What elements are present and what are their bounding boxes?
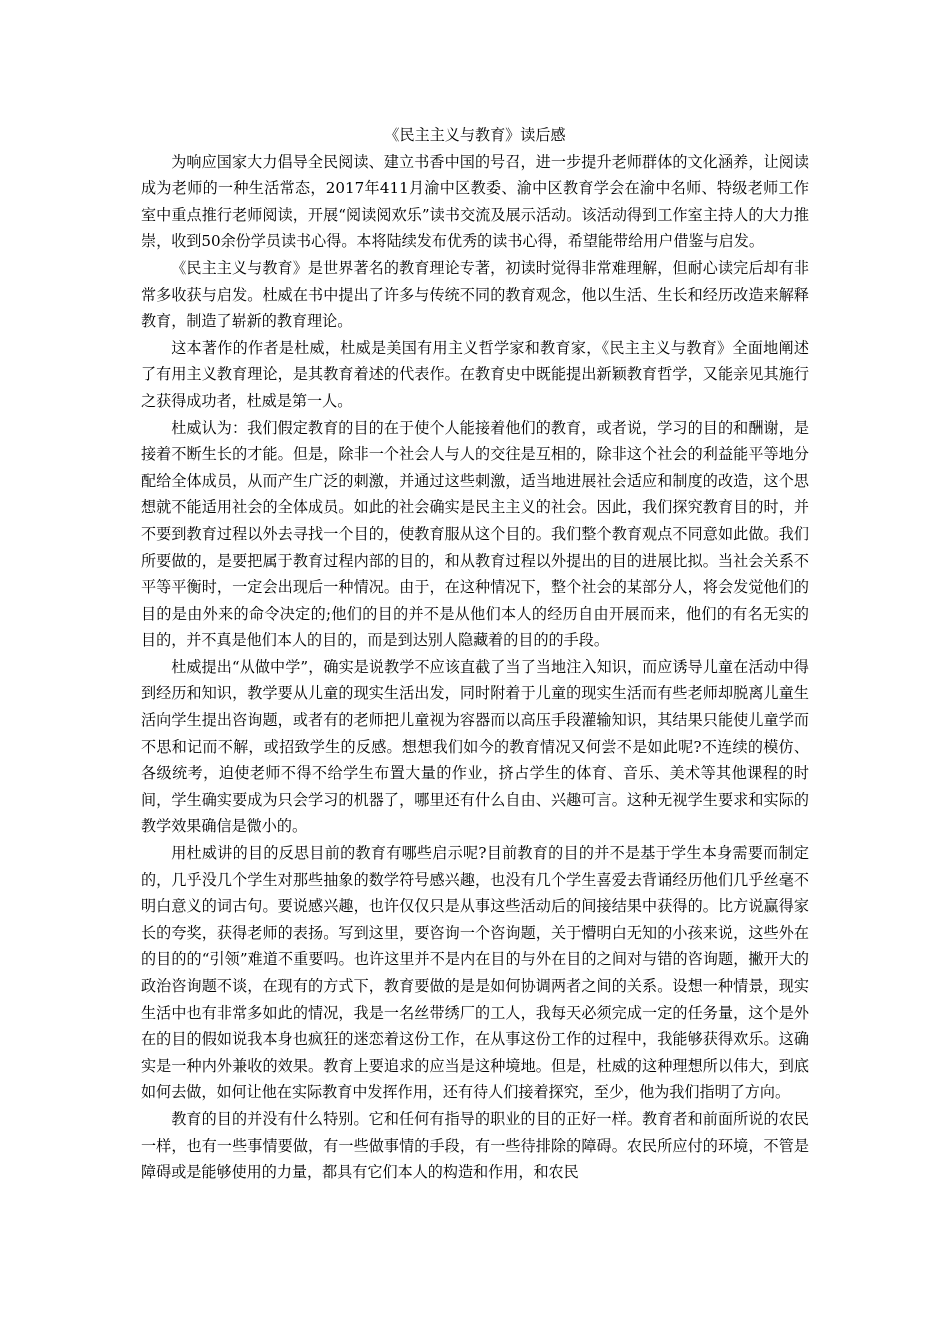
document-page bbox=[141, 122, 809, 1186]
paragraph-intro: 为响应国家大力倡导全民阅读、建立书香中国的号召，进一步提升老师群体的文化涵养，让阅读成为老师的一种生活常态，2017年411月渝中区教委、渝中区教育学会在渝中名师、特级老师工作室中重点推行老师阅读，开展“阅读阅欢乐”读书交流及展示活动。该活动得到工作室主持人的大力推崇，收到50余份学员读书心得。本将陆续发布优秀的读书心得，希望能带给用户借鉴与启发。 bbox=[141, 152, 809, 251]
paragraph-education-aim: 杜威认为：我们假定教育的目的在于使个人能接着他们的教育，或者说，学习的目的和酬谢，是接着不断生长的才能。但是，除非一个社会人与人的交往是互相的，除非这个社会的利益能平等地分配给全体成员，从而产生广泛的刺激，并通过这些刺激，适当地进展社会适应和制度的改造，这个思想就不能适用社会的全体成员。如此的社会确实是民主主义的社会。因此，我们探究教育目的时，并不要到教育过程以外去寻找一个目的，使教育服从这个目的。我们整个教育观点不同意如此做。我们所要做的，是要把属于教育过程内部的目的，和从教育过程以外提出的目的进展比拟。当社会关系不平等平衡时，一定会出现后一种情况。由于，在这种情况下，整个社会的某部分人，将会发觉他们的目的是由外来的命令决定的;他们的目的并不是从他们本人的经历自由开展而来，他们的有名无实的目的，并不真是他们本人的目的，而是到达别人隐藏着的目的的手段。 bbox=[141, 418, 809, 650]
paragraph-conclusion: 教育的目的并没有什么特别。它和任何有指导的职业的目的正好一样。教育者和前面所说的农民一样，也有一些事情要做，有一些做事情的手段，有一些待排除的障碍。农民所应付的环境，不管是障碍或是能够使用的力量，都具有它们本人的构造和作用，和农民 bbox=[141, 1109, 809, 1182]
paragraph-reflection: 用杜威讲的目的反思目前的教育有哪些启示呢?目前教育的目的并不是基于学生本身需要而制定的，几乎没几个学生对那些抽象的数学符号感兴趣，也没有几个学生喜爱去背诵经历他们几乎丝毫不明白意义的词古句。要说感兴趣，也许仅仅只是从事这些活动后的间接结果中获得的。比方说赢得家长的夸奖，获得老师的表扬。写到这里，要咨询一个咨询题，关于懵明白无知的小孩来说，这些外在的目的的“引领”难道不重要吗。也许这里并不是内在目的与外在目的之间对与错的咨询题，撇开大的政治咨询题不谈，在现有的方式下，教育要做的是是如何协调两者之间的关系。设想一种情景，现实生活中也有非常多如此的情况，我是一名丝带绣厂的工人，我每天必须完成一定的任务量，这个是外在的目的假如说我本身也疯狂的迷恋着这份工作，在从事这份工作的过程中，我能够获得欢乐。这确实是一种内外兼收的效果。教育上要追求的应当是这种境地。但是，杜威的这种理想所以伟大，到底如何去做，如何让他在实际教育中发挥作用，还有待人们接着探究，至少，他为我们指明了方向。 bbox=[141, 844, 809, 1102]
document-title: 《民主主义与教育》读后感 bbox=[384, 126, 566, 144]
paragraph-overview: 《民主主义与教育》是世界著名的教育理论专著，初读时觉得非常难理解，但耐心读完后却有非常多收获与启发。杜威在书中提出了许多与传统不同的教育观念，他以生活、生长和经历改造来解释教育，制造了崭新的教育理论。 bbox=[141, 258, 809, 331]
paragraph-author: 这本著作的作者是杜威，杜威是美国有用主义哲学家和教育家，《民主主义与教育》全面地阐述了有用主义教育理论，是其教育着述的代表作。在教育史中既能提出新颖教育哲学，又能亲见其施行之获得成功者，杜威是第一人。 bbox=[141, 338, 809, 410]
paragraph-learning-by-doing: 杜威提出“从做中学”，确实是说教学不应该直截了当了当地注入知识，而应诱导儿童在活动中得到经历和知识，教学要从儿童的现实生活出发，同时附着于儿童的现实生活而有些老师却脱离儿童生活向学生提出咨询题，或者有的老师把儿童视为容器而以高压手段灌输知识，其结果只能使儿童学而不思和记而不解，或招致学生的反感。想想我们如今的教育情况又何尝不是如此呢?不连续的模仿、各级统考，迫使老师不得不给学生布置大量的作业，挤占学生的体育、音乐、美术等其他课程的时间，学生确实要成为只会学习的机器了，哪里还有什么自由、兴趣可言。这种无视学生要求和实际的教学效果确信是微小的。 bbox=[141, 657, 809, 836]
